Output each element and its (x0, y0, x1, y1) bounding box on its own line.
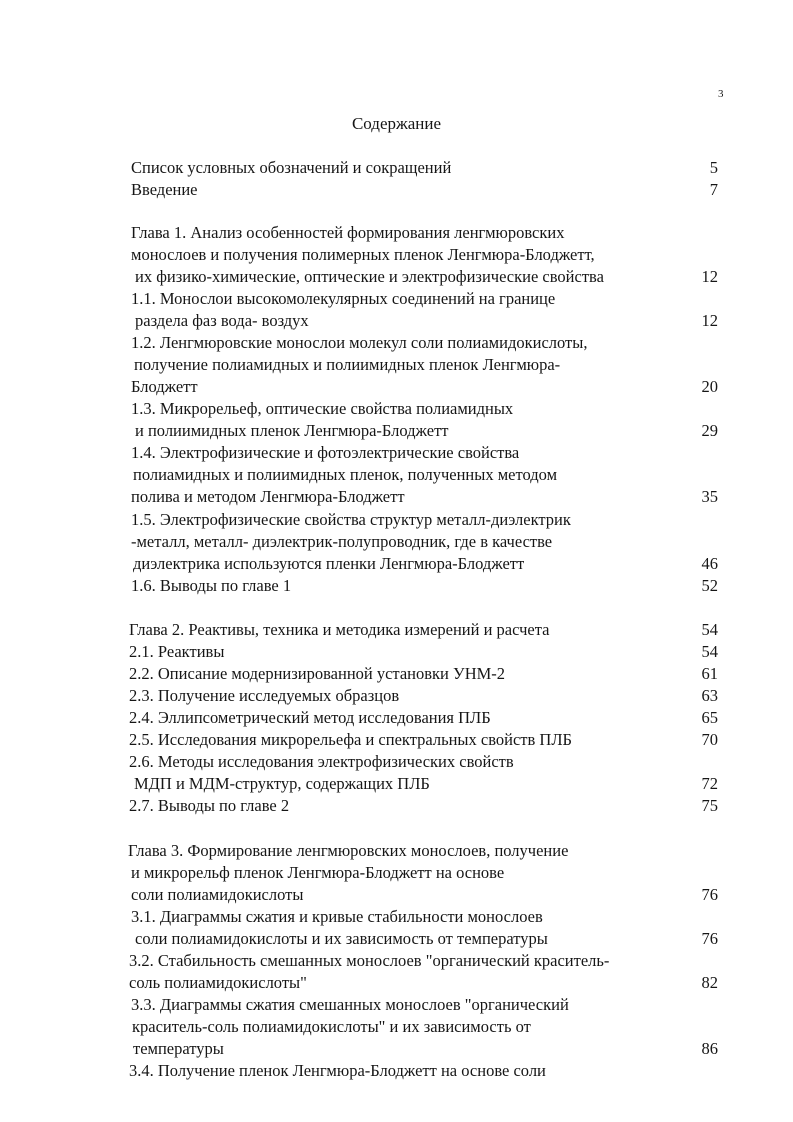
toc-entry-text: и полиимидных пленок Ленгмюра-Блоджетт (135, 421, 449, 440)
toc-entry-text: 2.4. Эллипсометрический метод исследования ПЛБ (129, 708, 491, 727)
toc-line (0, 442, 793, 464)
toc-entry-page: 86 (701, 1039, 718, 1058)
toc-entry-page: 76 (701, 885, 718, 904)
toc-line (0, 222, 793, 244)
toc-line (0, 685, 793, 707)
toc-entry-text: соли полиамидокислоты и их зависимость от температуры (135, 929, 548, 948)
toc-line (0, 994, 793, 1016)
toc-entry-page: 76 (701, 929, 718, 948)
page-number: 3 (718, 88, 724, 100)
toc-line (0, 1060, 793, 1082)
toc-entry-text: монослоев и получения полимерных пленок Ленгмюра-Блоджетт, (131, 245, 595, 264)
toc-entry-text: 2.1. Реактивы (129, 642, 225, 661)
toc-entry-text: 1.6. Выводы по главе 1 (131, 576, 292, 595)
toc-line (0, 1016, 793, 1038)
toc-entry-page: 46 (701, 554, 718, 573)
toc-entry-text: Глава 1. Анализ особенностей формирования ленгмюровских (131, 223, 565, 242)
toc-line (0, 354, 793, 376)
toc-entry-page: 54 (701, 620, 718, 639)
toc-entry-page: 12 (701, 311, 718, 330)
toc-line (0, 157, 793, 179)
toc-entry-text: 1.1. Монослои высокомолекулярных соединений на границе (131, 289, 556, 308)
toc-entry-text: 2.5. Исследования микрорельефа и спектральных свойств ПЛБ (129, 730, 573, 749)
toc-line (0, 950, 793, 972)
toc-line (0, 179, 793, 201)
toc-line (0, 906, 793, 928)
toc-line (0, 376, 793, 398)
toc-line (0, 464, 793, 486)
toc-line (0, 972, 793, 994)
toc-entry-page: 20 (701, 377, 718, 396)
toc-line (0, 486, 793, 508)
toc-line (0, 619, 793, 641)
toc-entry-text: Блоджетт (131, 377, 198, 396)
toc-entry-text: полиамидных и полиимидных пленок, полученных методом (133, 465, 558, 484)
toc-entry-text: 3.3. Диаграммы сжатия смешанных монослоев "органический (131, 995, 569, 1014)
toc-line (0, 266, 793, 288)
toc-line (0, 531, 793, 553)
toc-entry-text: 2.3. Получение исследуемых образцов (129, 686, 400, 705)
toc-line (0, 773, 793, 795)
toc-line (0, 332, 793, 354)
toc-entry-text: -металл, металл- диэлектрик-полупроводник, где в качестве (131, 532, 553, 551)
toc-line (0, 509, 793, 531)
toc-line (0, 663, 793, 685)
toc-entry-page: 63 (701, 686, 718, 705)
toc-entry-text: 3.4. Получение пленок Ленгмюра-Блоджетт на основе соли (129, 1061, 546, 1080)
toc-entry-text: Введение (131, 180, 198, 199)
toc-entry-page: 7 (709, 180, 718, 199)
toc-entry-text: получение полиамидных и полиимидных пленок Ленгмюра- (134, 355, 561, 374)
toc-entry-text: диэлектрика используются пленки Ленгмюра-Блоджетт (133, 554, 525, 573)
toc-line (0, 795, 793, 817)
toc-entry-text: Список условных обозначений и сокращений (131, 158, 452, 177)
toc-line (0, 707, 793, 729)
toc-line (0, 288, 793, 310)
toc-entry-text: 1.5. Электрофизические свойства структур металл-диэлектрик (131, 510, 571, 529)
toc-line (0, 310, 793, 332)
toc-entry-text: и микрорельф пленок Ленгмюра-Блоджетт на основе (131, 863, 505, 882)
page-title: Содержание (351, 114, 442, 133)
toc-line (0, 641, 793, 663)
toc-line (0, 862, 793, 884)
toc-entry-text: 2.6. Методы исследования электрофизических свойств (129, 752, 514, 771)
toc-entry-page: 61 (701, 664, 718, 683)
toc-line (0, 729, 793, 751)
toc-entry-page: 52 (701, 576, 718, 595)
toc-line (0, 840, 793, 862)
toc-entry-page: 54 (701, 642, 718, 661)
toc-entry-text: 2.7. Выводы по главе 2 (129, 796, 290, 815)
toc-entry-page: 5 (709, 158, 718, 177)
toc-entry-text: Глава 3. Формирование ленгмюровских монослоев, получение (128, 841, 569, 860)
toc-entry-text: их физико-химические, оптические и электрофизические свойства (135, 267, 604, 286)
toc-entry-page: 70 (701, 730, 718, 749)
toc-line (0, 553, 793, 575)
toc-entry-text: 3.2. Стабильность смешанных монослоев "органический краситель- (129, 951, 610, 970)
toc-entry-page: 75 (701, 796, 718, 815)
toc-entry-page: 82 (701, 973, 718, 992)
toc-entry-text: 1.3. Микрорельеф, оптические свойства полиамидных (131, 399, 514, 418)
toc-line (0, 928, 793, 950)
toc-line (0, 751, 793, 773)
toc-entry-text: раздела фаз вода- воздух (135, 311, 309, 330)
toc-entry-page: 65 (701, 708, 718, 727)
toc-entry-text: температуры (133, 1039, 224, 1058)
toc-entry-text: 1.4. Электрофизические и фотоэлектрические свойства (131, 443, 520, 462)
toc-line (0, 1038, 793, 1060)
toc-entry-text: соли полиамидокислоты (131, 885, 304, 904)
toc-entry-page: 12 (701, 267, 718, 286)
toc-line (0, 884, 793, 906)
toc-entry-text: 2.2. Описание модернизированной установки УНМ-2 (129, 664, 506, 683)
toc-line (0, 244, 793, 266)
toc-entry-page: 35 (701, 487, 718, 506)
toc-entry-text: полива и методом Ленгмюра-Блоджетт (131, 487, 405, 506)
toc-entry-page: 29 (701, 421, 718, 440)
toc-line (0, 575, 793, 597)
toc-entry-text: краситель-соль полиамидокислоты" и их зависимость от (132, 1017, 531, 1036)
toc-line (0, 398, 793, 420)
toc-line (0, 420, 793, 442)
toc-entry-text: Глава 2. Реактивы, техника и методика измерений и расчета (129, 620, 550, 639)
toc-entry-text: МДП и МДМ-структур, содержащих ПЛБ (134, 774, 430, 793)
toc-entry-text: 3.1. Диаграммы сжатия и кривые стабильности монослоев (131, 907, 543, 926)
toc-entry-text: соль полиамидокислоты" (129, 973, 307, 992)
toc-entry-text: 1.2. Ленгмюровские монослои молекул соли полиамидокислоты, (131, 333, 588, 352)
toc-entry-page: 72 (701, 774, 718, 793)
